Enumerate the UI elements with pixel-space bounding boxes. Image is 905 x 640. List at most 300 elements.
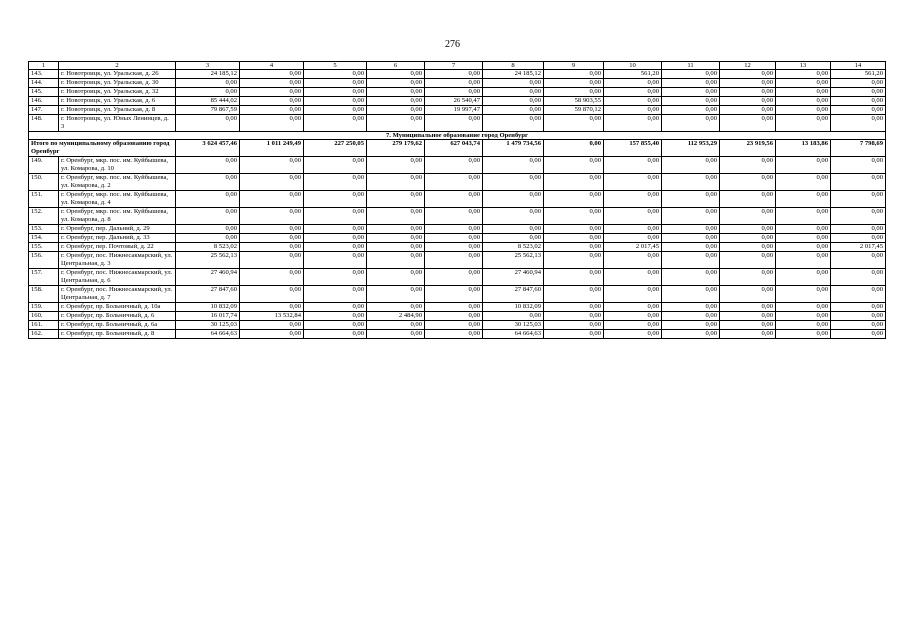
row-value: 0,00 <box>776 70 831 79</box>
row-address: г. Оренбург, пр. Больничный, д. 6а <box>59 321 176 330</box>
row-value: 0,00 <box>831 97 886 106</box>
row-value: 10 832,09 <box>483 303 544 312</box>
row-value: 0,00 <box>662 303 720 312</box>
total-value: 7 798,69 <box>831 140 886 157</box>
total-value: 3 624 457,46 <box>176 140 240 157</box>
row-value: 0,00 <box>425 208 483 225</box>
row-value: 25 562,13 <box>176 252 240 269</box>
row-value: 0,00 <box>720 303 776 312</box>
row-value: 0,00 <box>544 191 604 208</box>
row-value: 0,00 <box>604 97 662 106</box>
row-value: 0,00 <box>367 174 425 191</box>
row-value: 0,00 <box>604 321 662 330</box>
row-value: 0,00 <box>304 286 367 303</box>
column-number: 11 <box>662 62 720 70</box>
row-value: 0,00 <box>425 191 483 208</box>
row-value: 0,00 <box>240 303 304 312</box>
row-value: 0,00 <box>544 208 604 225</box>
row-value: 0,00 <box>425 70 483 79</box>
row-value: 0,00 <box>240 243 304 252</box>
row-value: 0,00 <box>831 157 886 174</box>
row-value: 0,00 <box>304 312 367 321</box>
row-value: 0,00 <box>662 97 720 106</box>
row-value: 0,00 <box>776 208 831 225</box>
row-value: 0,00 <box>425 286 483 303</box>
table-row <box>29 157 886 174</box>
row-value: 0,00 <box>483 234 544 243</box>
row-value: 0,00 <box>367 88 425 97</box>
column-number: 5 <box>304 62 367 70</box>
row-value: 0,00 <box>176 79 240 88</box>
row-value: 0,00 <box>776 312 831 321</box>
row-value: 0,00 <box>483 79 544 88</box>
row-value: 0,00 <box>776 97 831 106</box>
column-number: 10 <box>604 62 662 70</box>
row-value: 0,00 <box>425 243 483 252</box>
column-number: 1 <box>29 62 59 70</box>
row-value: 0,00 <box>604 106 662 115</box>
row-value: 64 664,63 <box>176 330 240 339</box>
row-value: 0,00 <box>304 70 367 79</box>
row-value: 0,00 <box>176 225 240 234</box>
row-value: 0,00 <box>367 225 425 234</box>
row-value: 0,00 <box>604 234 662 243</box>
row-value: 0,00 <box>776 79 831 88</box>
row-value: 0,00 <box>720 225 776 234</box>
table-row <box>29 252 886 269</box>
row-value: 26 540,47 <box>425 97 483 106</box>
row-value: 0,00 <box>425 88 483 97</box>
row-value: 0,00 <box>604 303 662 312</box>
row-value: 0,00 <box>831 234 886 243</box>
row-value: 0,00 <box>662 234 720 243</box>
row-value: 0,00 <box>662 191 720 208</box>
row-index: 162. <box>29 330 59 339</box>
row-value: 0,00 <box>720 115 776 132</box>
row-value: 0,00 <box>240 88 304 97</box>
row-value: 0,00 <box>831 252 886 269</box>
row-value: 0,00 <box>367 321 425 330</box>
row-value: 19 997,47 <box>425 106 483 115</box>
row-value: 0,00 <box>544 252 604 269</box>
total-value: 227 250,05 <box>304 140 367 157</box>
row-value: 0,00 <box>662 115 720 132</box>
row-value: 0,00 <box>720 70 776 79</box>
total-value: 1 011 249,49 <box>240 140 304 157</box>
total-value: 1 479 734,56 <box>483 140 544 157</box>
table-body <box>29 62 886 339</box>
row-value: 0,00 <box>425 234 483 243</box>
row-value: 0,00 <box>544 243 604 252</box>
row-address: г. Новотроицк, ул. Уральская, д. 32 <box>59 88 176 97</box>
row-value: 0,00 <box>240 208 304 225</box>
row-value: 0,00 <box>367 79 425 88</box>
row-value: 0,00 <box>662 157 720 174</box>
row-value: 0,00 <box>367 243 425 252</box>
row-value: 0,00 <box>304 269 367 286</box>
row-address: г. Новотроицк, ул. Уральская, д. 26 <box>59 70 176 79</box>
row-index: 155. <box>29 243 59 252</box>
row-address: г. Оренбург, пер. Дальний, д. 33 <box>59 234 176 243</box>
row-value: 0,00 <box>776 234 831 243</box>
row-value: 0,00 <box>240 115 304 132</box>
table-row <box>29 106 886 115</box>
row-value: 0,00 <box>776 243 831 252</box>
table-row <box>29 286 886 303</box>
row-value: 0,00 <box>720 286 776 303</box>
row-value: 0,00 <box>304 191 367 208</box>
row-value: 0,00 <box>425 312 483 321</box>
row-address: г. Новотроицк, ул. Юных Ленинцев, д. 3 <box>59 115 176 132</box>
row-value: 2 484,90 <box>367 312 425 321</box>
row-value: 0,00 <box>831 225 886 234</box>
row-value: 0,00 <box>304 79 367 88</box>
table-row <box>29 70 886 79</box>
row-index: 151. <box>29 191 59 208</box>
row-value: 79 867,59 <box>176 106 240 115</box>
row-value: 0,00 <box>304 106 367 115</box>
column-number: 3 <box>176 62 240 70</box>
row-value: 0,00 <box>176 88 240 97</box>
row-value: 0,00 <box>604 79 662 88</box>
row-value: 0,00 <box>176 208 240 225</box>
row-value: 0,00 <box>304 157 367 174</box>
row-value: 0,00 <box>831 79 886 88</box>
row-value: 0,00 <box>425 115 483 132</box>
row-address: г. Новотроицк, ул. Уральская, д. 8 <box>59 106 176 115</box>
row-value: 0,00 <box>720 174 776 191</box>
row-value: 0,00 <box>720 88 776 97</box>
row-value: 0,00 <box>662 243 720 252</box>
row-value: 0,00 <box>776 106 831 115</box>
row-index: 152. <box>29 208 59 225</box>
row-value: 0,00 <box>662 269 720 286</box>
row-value: 58 903,55 <box>544 97 604 106</box>
row-index: 157. <box>29 269 59 286</box>
row-value: 2 017,45 <box>604 243 662 252</box>
row-value: 0,00 <box>544 286 604 303</box>
table-row <box>29 115 886 132</box>
row-value: 0,00 <box>425 303 483 312</box>
row-index: 144. <box>29 79 59 88</box>
total-row <box>29 140 886 157</box>
row-value: 0,00 <box>776 330 831 339</box>
row-value: 0,00 <box>483 157 544 174</box>
row-value: 0,00 <box>176 115 240 132</box>
row-value: 0,00 <box>662 79 720 88</box>
row-value: 0,00 <box>720 269 776 286</box>
row-value: 0,00 <box>304 97 367 106</box>
row-value: 0,00 <box>604 88 662 97</box>
row-value: 0,00 <box>483 225 544 234</box>
column-number-row <box>29 62 886 70</box>
row-value: 0,00 <box>544 225 604 234</box>
row-value: 0,00 <box>367 286 425 303</box>
row-value: 0,00 <box>304 225 367 234</box>
row-value: 0,00 <box>720 321 776 330</box>
table-row <box>29 234 886 243</box>
row-value: 85 444,02 <box>176 97 240 106</box>
row-value: 0,00 <box>367 157 425 174</box>
row-value: 0,00 <box>604 208 662 225</box>
row-value: 0,00 <box>240 70 304 79</box>
total-value: 0,00 <box>544 140 604 157</box>
column-number: 9 <box>544 62 604 70</box>
row-value: 0,00 <box>662 88 720 97</box>
row-index: 159. <box>29 303 59 312</box>
row-value: 0,00 <box>831 208 886 225</box>
row-value: 0,00 <box>831 330 886 339</box>
row-index: 143. <box>29 70 59 79</box>
section-row <box>29 132 886 140</box>
row-value: 0,00 <box>776 88 831 97</box>
row-index: 146. <box>29 97 59 106</box>
row-address: г. Оренбург, пос. Нижнесакмарский, ул. Центральная, д. 6 <box>59 269 176 286</box>
row-value: 0,00 <box>662 106 720 115</box>
row-value: 0,00 <box>304 174 367 191</box>
row-value: 0,00 <box>604 330 662 339</box>
row-value: 0,00 <box>720 234 776 243</box>
row-value: 0,00 <box>720 97 776 106</box>
row-value: 0,00 <box>240 234 304 243</box>
row-value: 561,20 <box>831 70 886 79</box>
row-address: г. Оренбург, пос. Нижнесакмарский, ул. Центральная, д. 3 <box>59 252 176 269</box>
row-value: 0,00 <box>720 79 776 88</box>
row-value: 0,00 <box>304 303 367 312</box>
row-address: г. Новотроицк, ул. Уральская, д. 30 <box>59 79 176 88</box>
row-index: 147. <box>29 106 59 115</box>
row-value: 25 562,13 <box>483 252 544 269</box>
table-row <box>29 269 886 286</box>
row-index: 161. <box>29 321 59 330</box>
row-address: г. Оренбург, пр. Больничный, д. 8 <box>59 330 176 339</box>
row-value: 0,00 <box>367 106 425 115</box>
row-value: 0,00 <box>483 106 544 115</box>
row-value: 0,00 <box>776 174 831 191</box>
row-value: 0,00 <box>544 330 604 339</box>
row-value: 0,00 <box>544 321 604 330</box>
row-value: 0,00 <box>662 252 720 269</box>
row-value: 0,00 <box>483 97 544 106</box>
row-value: 0,00 <box>304 115 367 132</box>
row-address: г. Новотроицк, ул. Уральская, д. 6 <box>59 97 176 106</box>
row-value: 0,00 <box>425 225 483 234</box>
row-value: 0,00 <box>662 225 720 234</box>
total-value: 112 953,29 <box>662 140 720 157</box>
row-value: 0,00 <box>831 191 886 208</box>
row-value: 0,00 <box>662 286 720 303</box>
row-value: 27 460,94 <box>483 269 544 286</box>
row-value: 0,00 <box>604 312 662 321</box>
table-row <box>29 174 886 191</box>
row-index: 160. <box>29 312 59 321</box>
row-value: 0,00 <box>720 252 776 269</box>
row-value: 0,00 <box>662 70 720 79</box>
row-value: 0,00 <box>604 174 662 191</box>
column-number: 7 <box>425 62 483 70</box>
row-address: г. Оренбург, пос. Нижнесакмарский, ул. Центральная, д. 7 <box>59 286 176 303</box>
row-value: 0,00 <box>176 234 240 243</box>
column-number: 2 <box>59 62 176 70</box>
row-value: 0,00 <box>720 106 776 115</box>
row-value: 0,00 <box>367 97 425 106</box>
total-label: Итого по муниципальному образованию город Оренбург <box>29 140 176 157</box>
row-value: 0,00 <box>544 303 604 312</box>
table-row <box>29 225 886 234</box>
row-address: г. Оренбург, пер. Дальний, д. 29 <box>59 225 176 234</box>
row-index: 145. <box>29 88 59 97</box>
table-row <box>29 208 886 225</box>
row-address: г. Оренбург, мкр. пос. им. Куйбышева, ул. Комарова, д. 4 <box>59 191 176 208</box>
row-index: 156. <box>29 252 59 269</box>
row-value: 0,00 <box>831 269 886 286</box>
row-value: 0,00 <box>367 208 425 225</box>
row-value: 0,00 <box>544 269 604 286</box>
total-value: 23 919,56 <box>720 140 776 157</box>
row-value: 0,00 <box>425 79 483 88</box>
row-value: 0,00 <box>831 115 886 132</box>
row-value: 30 125,03 <box>176 321 240 330</box>
total-value: 279 179,62 <box>367 140 425 157</box>
row-value: 0,00 <box>544 79 604 88</box>
row-address: г. Оренбург, мкр. пос. им. Куйбышева, ул. Комарова, д. 10 <box>59 157 176 174</box>
row-value: 0,00 <box>240 269 304 286</box>
row-value: 0,00 <box>304 252 367 269</box>
row-value: 27 847,60 <box>483 286 544 303</box>
row-index: 158. <box>29 286 59 303</box>
row-value: 0,00 <box>367 115 425 132</box>
row-value: 0,00 <box>240 321 304 330</box>
row-value: 2 017,45 <box>831 243 886 252</box>
row-value: 0,00 <box>367 252 425 269</box>
row-value: 0,00 <box>662 208 720 225</box>
total-value: 627 043,74 <box>425 140 483 157</box>
row-value: 0,00 <box>544 312 604 321</box>
row-value: 0,00 <box>720 191 776 208</box>
section-title: 7. Муниципальное образование город Оренбург <box>29 132 886 140</box>
table-row <box>29 303 886 312</box>
row-value: 0,00 <box>776 225 831 234</box>
row-value: 0,00 <box>544 174 604 191</box>
row-value: 0,00 <box>425 269 483 286</box>
row-value: 0,00 <box>604 115 662 132</box>
row-value: 0,00 <box>240 252 304 269</box>
row-value: 0,00 <box>240 225 304 234</box>
table-row <box>29 88 886 97</box>
row-value: 0,00 <box>425 157 483 174</box>
row-value: 0,00 <box>831 174 886 191</box>
total-value: 13 183,86 <box>776 140 831 157</box>
row-value: 0,00 <box>425 252 483 269</box>
row-value: 0,00 <box>662 312 720 321</box>
row-value: 0,00 <box>240 157 304 174</box>
row-value: 27 847,60 <box>176 286 240 303</box>
row-value: 0,00 <box>662 174 720 191</box>
row-address: г. Оренбург, мкр. пос. им. Куйбышева, ул. Комарова, д. 2 <box>59 174 176 191</box>
row-value: 0,00 <box>425 330 483 339</box>
row-value: 0,00 <box>831 312 886 321</box>
row-address: г. Оренбург, пер. Почтовый, д. 22 <box>59 243 176 252</box>
row-value: 0,00 <box>544 70 604 79</box>
row-value: 0,00 <box>662 321 720 330</box>
row-value: 0,00 <box>367 70 425 79</box>
row-value: 24 185,12 <box>176 70 240 79</box>
row-value: 0,00 <box>831 286 886 303</box>
row-value: 0,00 <box>604 286 662 303</box>
row-value: 0,00 <box>720 243 776 252</box>
table-row <box>29 312 886 321</box>
row-value: 0,00 <box>662 330 720 339</box>
row-value: 0,00 <box>604 191 662 208</box>
row-value: 0,00 <box>776 157 831 174</box>
column-number: 4 <box>240 62 304 70</box>
row-value: 0,00 <box>240 286 304 303</box>
row-value: 0,00 <box>720 312 776 321</box>
row-value: 0,00 <box>483 312 544 321</box>
row-value: 24 185,12 <box>483 70 544 79</box>
row-value: 30 125,03 <box>483 321 544 330</box>
row-value: 0,00 <box>367 330 425 339</box>
row-value: 0,00 <box>483 88 544 97</box>
row-value: 0,00 <box>240 330 304 339</box>
row-value: 0,00 <box>831 321 886 330</box>
row-value: 8 523,02 <box>483 243 544 252</box>
row-value: 64 664,63 <box>483 330 544 339</box>
table-row <box>29 79 886 88</box>
column-number: 12 <box>720 62 776 70</box>
row-value: 27 460,94 <box>176 269 240 286</box>
row-value: 0,00 <box>720 208 776 225</box>
row-index: 150. <box>29 174 59 191</box>
row-value: 0,00 <box>425 174 483 191</box>
row-value: 0,00 <box>604 157 662 174</box>
column-number: 8 <box>483 62 544 70</box>
row-address: г. Оренбург, пр. Больничный, д. 6 <box>59 312 176 321</box>
total-value: 157 855,40 <box>604 140 662 157</box>
row-value: 0,00 <box>720 330 776 339</box>
row-value: 0,00 <box>240 97 304 106</box>
row-value: 0,00 <box>240 174 304 191</box>
row-index: 149. <box>29 157 59 174</box>
row-value: 0,00 <box>776 191 831 208</box>
row-index: 148. <box>29 115 59 132</box>
row-value: 0,00 <box>544 234 604 243</box>
row-value: 0,00 <box>604 269 662 286</box>
row-value: 0,00 <box>240 79 304 88</box>
column-number: 13 <box>776 62 831 70</box>
row-value: 0,00 <box>367 303 425 312</box>
row-value: 0,00 <box>776 303 831 312</box>
row-value: 0,00 <box>367 234 425 243</box>
row-value: 10 832,09 <box>176 303 240 312</box>
row-address: г. Оренбург, пр. Больничный, д. 10а <box>59 303 176 312</box>
row-value: 8 523,02 <box>176 243 240 252</box>
row-value: 561,20 <box>604 70 662 79</box>
row-value: 0,00 <box>176 191 240 208</box>
row-value: 0,00 <box>304 208 367 225</box>
row-value: 0,00 <box>604 225 662 234</box>
row-value: 0,00 <box>776 252 831 269</box>
row-index: 153. <box>29 225 59 234</box>
row-value: 16 017,74 <box>176 312 240 321</box>
row-value: 0,00 <box>176 174 240 191</box>
row-value: 0,00 <box>544 88 604 97</box>
row-value: 0,00 <box>425 321 483 330</box>
row-value: 0,00 <box>483 208 544 225</box>
row-value: 0,00 <box>544 115 604 132</box>
table-row <box>29 191 886 208</box>
row-value: 0,00 <box>831 106 886 115</box>
